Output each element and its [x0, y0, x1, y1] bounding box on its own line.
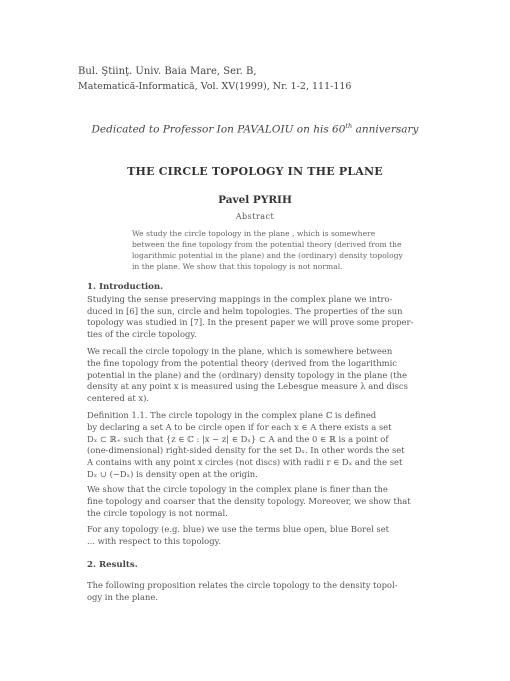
abstract-body — [132, 228, 403, 272]
paragraph-line: the fine topology from the potential theory (derived from the logarithmic — [87, 357, 397, 368]
journal-line: Bul. Ştiinţ. Univ. Baia Mare, Ser. B, — [78, 66, 257, 77]
section-heading: 1. Introduction. — [87, 282, 164, 292]
author-name: Pavel PYRIH — [218, 194, 292, 206]
paragraph-line: We recall the circle topology in the plane, which is somewhere between — [87, 346, 393, 356]
paragraph-line: ogy in the plane. — [87, 591, 158, 602]
definition-line: Dₓ ∪ (−Dₓ) is density open at the origin. — [87, 468, 258, 479]
paragraph-line: The following proposition relates the circle topology to the density topol- — [87, 580, 398, 590]
abstract-line: We study the circle topology in the plane , which is somewhere — [132, 229, 376, 238]
paragraph-line: centered at x). — [87, 393, 150, 404]
paragraph-terminology — [87, 524, 423, 548]
paragraph-line: density at any point x is measured using the Lebesgue measure λ and discs — [87, 381, 408, 392]
definition-line: by declaring a set A to be circle open if for each x ∈ A there exists a set — [87, 421, 392, 432]
paragraph-line: the circle topology is not normal. — [87, 507, 228, 518]
abstract-line: in the plane. We show that this topology is not normal. — [132, 262, 343, 271]
definition-line: (one-dimensional) right-sided density for the set Dₓ. In other words the set — [87, 445, 405, 456]
dedication — [0, 122, 510, 136]
paragraph-results-summary — [87, 484, 423, 519]
section-results — [87, 560, 423, 572]
paragraph-line: For any topology (e.g. blue) we use the terms blue open, blue Borel set — [87, 524, 390, 534]
section-heading: 2. Results. — [87, 560, 138, 570]
journal-header — [78, 64, 351, 94]
paragraph-line: duced in [6] the sun, circle and helm topologies. The properties of the sun — [87, 305, 403, 316]
abstract-heading: Abstract — [235, 212, 275, 221]
section-introduction — [87, 282, 423, 341]
paragraph-line: potential in the plane) and the (ordinary) density topology in the plane (the — [87, 369, 407, 380]
paragraph-line: We show that the circle topology in the complex plane is finer than the — [87, 484, 388, 494]
paragraph-line: topology was studied in [7]. In the present paper we will prove some proper- — [87, 317, 414, 328]
paragraph-line: Studying the sense preserving mappings in the complex plane we intro- — [87, 293, 393, 304]
definition-line: A contains with any point x circles (not discs) with radii r ∈ Dₓ and the set — [87, 457, 403, 468]
paragraph-circle-topology — [87, 346, 423, 405]
definition-1-1 — [87, 410, 423, 481]
definition-line: Dₓ ⊂ ℝ₊ such that {z ∈ ℂ : |x − z| ∈ Dₓ} ⊂ A and the 0 ∈ ℝ is a point of — [87, 433, 389, 444]
volume-line: Matematică-Informatică, Vol. XV(1999), Nr. 1-2, 111-116 — [78, 81, 352, 92]
paragraph-proposition-intro — [87, 580, 423, 604]
dedication-superscript: th — [345, 122, 353, 130]
paragraph-line: fine topology and coarser that the density topology. Moreover, we show that — [87, 495, 411, 506]
abstract-line: between the fine topology from the potential theory (derived from the — [132, 240, 402, 249]
dedication-text: Dedicated to Professor Ion PAVALOIU on his 60 — [91, 123, 346, 136]
paper-title: THE CIRCLE TOPOLOGY IN THE PLANE — [127, 165, 383, 178]
abstract-line: logarithmic potential in the plane) and the (ordinary) density topology — [132, 251, 403, 260]
paragraph-line: ties of the circle topology. — [87, 329, 197, 340]
paragraph-line: ... with respect to this topology. — [87, 535, 221, 546]
definition-line: Definition 1.1. The circle topology in the complex plane ℂ is defined — [87, 410, 377, 420]
dedication-suffix: anniversary — [352, 123, 419, 136]
